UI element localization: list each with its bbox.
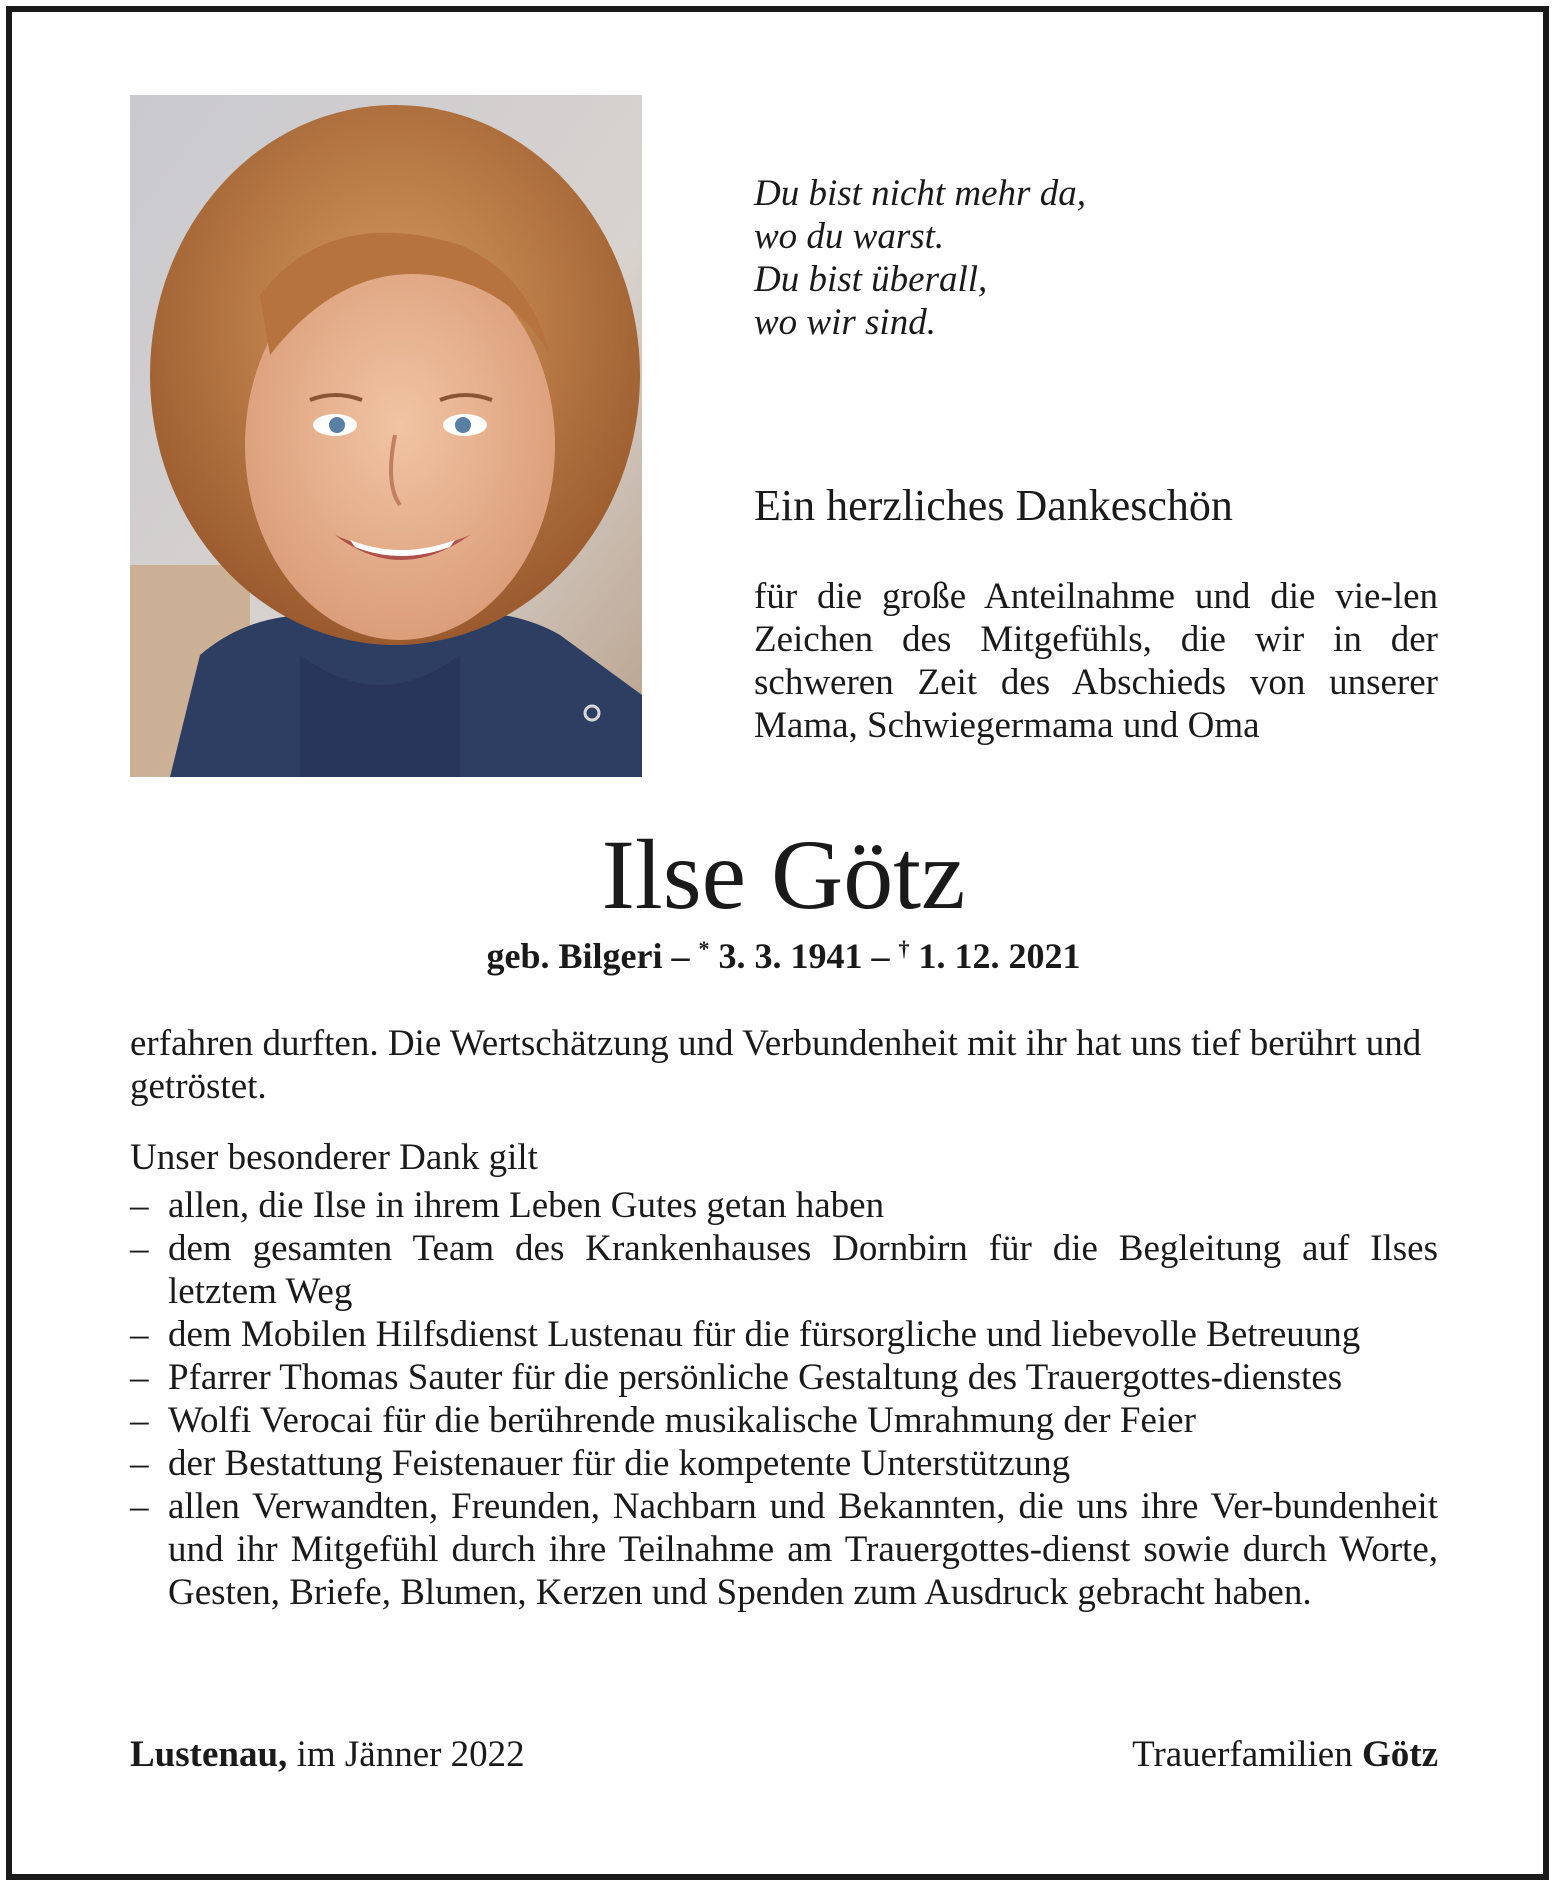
poem-line: wo du warst. [754, 216, 945, 257]
list-item-text: allen Verwandten, Freunden, Nachbarn und Bekannten, die uns ihre Ver-bundenheit und ihr Mitgefühl durch ihre Teilnahme am Trauergottes-dienst sowie durch Worte, Gesten, Briefe, Blumen, Kerzen und Spenden zum Ausdruck gebracht haben. [168, 1486, 1438, 1613]
date: im Jänner 2022 [296, 1734, 525, 1775]
death-date: 1. 12. 2021 [918, 936, 1081, 976]
list-item-text: der Bestattung Feistenauer für die kompetente Unterstützung [168, 1443, 1071, 1484]
portrait-photo [130, 95, 642, 777]
memorial-poem [754, 172, 1086, 344]
poem-line: Du bist überall, [754, 259, 988, 300]
list-marker: – [130, 1443, 149, 1484]
list-item [130, 1227, 1438, 1313]
list-item [130, 1356, 1438, 1399]
birth-name: geb. Bilgeri – [486, 936, 690, 976]
poem-line: Du bist nicht mehr da, [754, 173, 1086, 214]
list-item-text: Wolfi Verocai für die berührende musikalische Umrahmung der Feier [168, 1400, 1196, 1441]
birth-date: 3. 3. 1941 – [718, 936, 890, 976]
death-symbol: † [898, 936, 910, 961]
thanks-list [130, 1184, 1438, 1614]
portrait-illustration [130, 95, 642, 777]
thanks-heading: Ein herzliches Dankeschön [754, 481, 1233, 530]
list-item [130, 1399, 1438, 1442]
family-name: Götz [1361, 1734, 1438, 1775]
place: Lustenau, [130, 1734, 288, 1775]
list-item [130, 1184, 1438, 1227]
family-prefix: Trauerfamilien [1132, 1734, 1353, 1775]
list-item [130, 1485, 1438, 1614]
intro-paragraph: für die große Anteilnahme und die vie-len Zeichen des Mitgefühls, die wir in der schweren Zeit des Abschieds von unserer Mama, Schwiegermama und Oma [754, 576, 1438, 746]
life-dates [0, 935, 1567, 977]
birth-symbol: * [698, 936, 710, 961]
list-marker: – [130, 1357, 149, 1398]
list-marker: – [130, 1185, 149, 1226]
list-item [130, 1313, 1438, 1356]
poem-line: wo wir sind. [754, 302, 936, 343]
list-item [130, 1442, 1438, 1485]
special-thanks-intro: Unser besonderer Dank gilt [130, 1137, 538, 1178]
list-item-text: dem Mobilen Hilfsdienst Lustenau für die fürsorgliche und liebevolle Betreuung [168, 1314, 1361, 1355]
body-paragraph: erfahren durften. Die Wertschätzung und Verbundenheit mit ihr hat uns tief berührt und getröstet. [130, 1023, 1422, 1107]
deceased-name: Ilse Götz [601, 819, 966, 930]
list-marker: – [130, 1400, 149, 1441]
family-signature [1132, 1733, 1438, 1776]
place-date [130, 1733, 525, 1776]
list-marker: – [130, 1486, 149, 1527]
list-item-text: Pfarrer Thomas Sauter für die persönliche Gestaltung des Trauergottes-dienstes [168, 1357, 1343, 1398]
list-item-text: allen, die Ilse in ihrem Leben Gutes getan haben [168, 1185, 885, 1226]
list-marker: – [130, 1228, 149, 1269]
list-marker: – [130, 1314, 149, 1355]
list-item-text: dem gesamten Team des Krankenhauses Dornbirn für die Begleitung auf Ilses letztem Weg [168, 1228, 1438, 1312]
